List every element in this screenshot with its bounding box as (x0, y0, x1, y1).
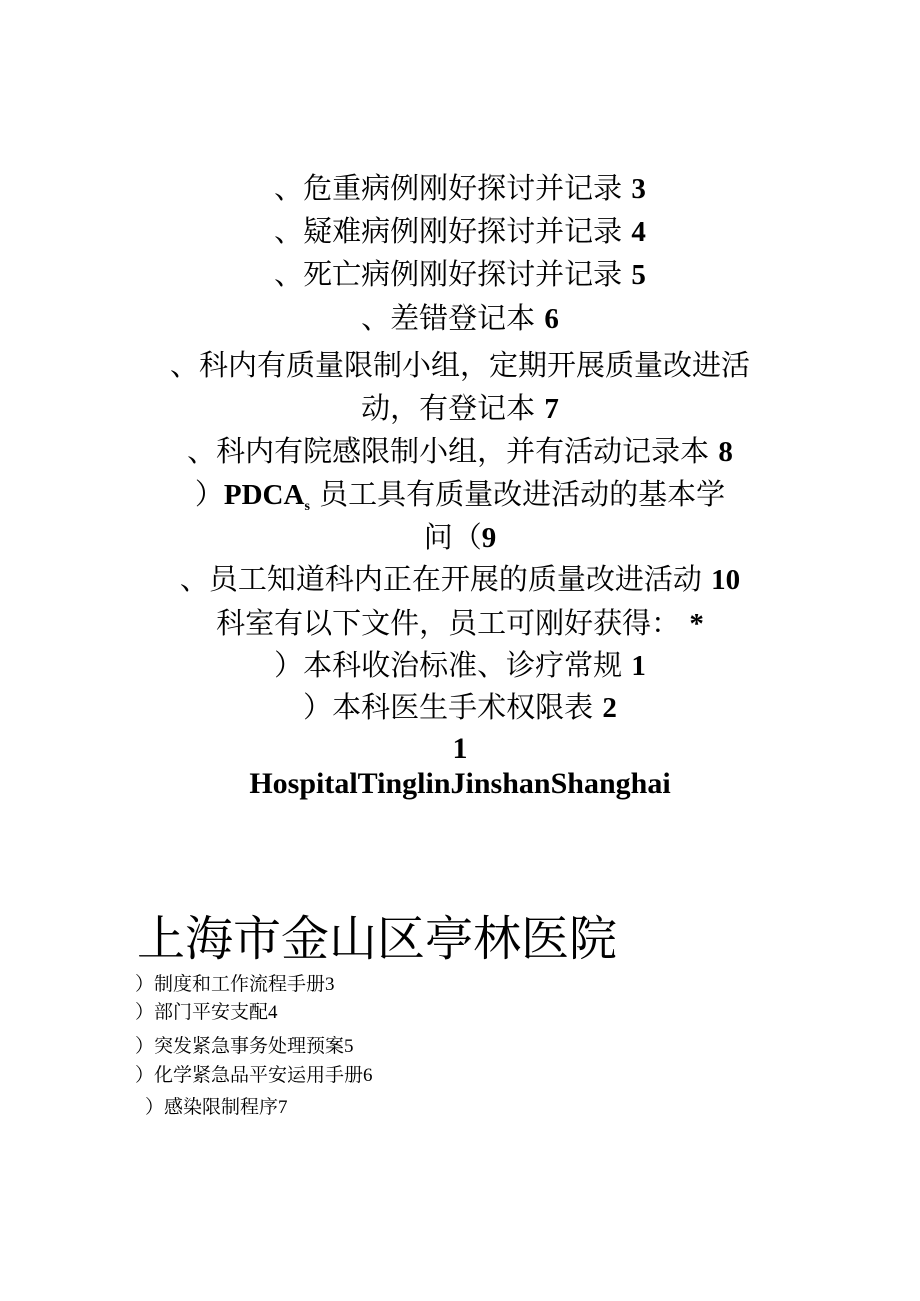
line-text: 、危重病例刚好探讨并记录 (274, 171, 623, 205)
list-line-quality-group-cont (0, 386, 920, 427)
doc-list-item-label: ）突发紧急事务处理预案 (135, 1035, 345, 1057)
line-number: 6 (544, 303, 559, 335)
doc-list-item-number: 3 (325, 974, 335, 995)
doc-list-item-number: 6 (363, 1065, 373, 1086)
page-number: 1 (452, 732, 468, 765)
line-text: ）本科收治标准、诊疗常规 (274, 648, 623, 682)
line-number: 3 (631, 173, 646, 205)
line-text: 、员工知道科内正在开展的质量改进活动 (179, 562, 702, 596)
pdca-subscript: s (304, 499, 310, 514)
line-number: 9 (481, 522, 497, 554)
doc-list-item-label: ）化学紧急品平安运用手册 (135, 1064, 364, 1086)
line-number: 7 (544, 393, 559, 425)
doc-list-item (135, 997, 278, 1024)
doc-list-item (135, 1031, 354, 1058)
doc-list-item-label: ）感染限制程序 (145, 1096, 279, 1118)
doc-list-item-label: ）制度和工作流程手册 (135, 973, 326, 995)
list-line-difficult-cases (0, 209, 920, 250)
line-text: 、科内有院感限制小组，并有活动记录本 (187, 434, 710, 468)
line-prefix: ） (194, 477, 224, 511)
english-hospital-name: HospitalTinglinJinshanShanghai (249, 767, 671, 800)
line-number: 2 (602, 692, 617, 724)
line-mark: * (689, 608, 704, 640)
line-number: 5 (631, 259, 646, 291)
list-line-surgical-privileges (0, 685, 920, 726)
line-text: 动，有登记本 (361, 391, 536, 425)
line-text: 、科内有质量限制小组，定期开展质量改进活 (169, 348, 750, 382)
line-text: 、死亡病例刚好探讨并记录 (274, 257, 623, 291)
line-text: 、疑难病例刚好探讨并记录 (274, 214, 623, 248)
list-line-critical-cases (0, 166, 920, 207)
list-line-error-register (0, 296, 920, 337)
list-line-ongoing-activities (0, 557, 920, 598)
doc-list-item-number: 7 (278, 1097, 288, 1118)
list-line-pdca (0, 472, 920, 515)
doc-list-item (135, 969, 335, 996)
line-text: ）本科医生手术权限表 (303, 690, 594, 724)
list-line-documents-heading (0, 601, 920, 642)
pdca-label: PDCA (223, 479, 305, 511)
list-line-death-cases (0, 252, 920, 293)
list-line-quality-group (0, 343, 920, 384)
list-line-admission-standards (0, 643, 920, 684)
doc-list-item (145, 1092, 288, 1119)
list-line-pdca-cont (0, 515, 920, 556)
list-line-infection-group (0, 429, 920, 470)
line-text: 科室有以下文件，员工可刚好获得： (216, 606, 681, 640)
hospital-name-heading: 上海市金山区亭林医院 (137, 911, 618, 967)
doc-list-item-number: 4 (268, 1002, 278, 1023)
doc-list-item (135, 1060, 373, 1087)
line-text: 员工具有质量改进活动的基本学 (319, 477, 726, 511)
doc-list-item-number: 5 (344, 1036, 354, 1057)
line-number: 1 (631, 650, 646, 682)
line-text: 问（ (423, 520, 482, 554)
line-text: 、差错登记本 (361, 301, 536, 335)
line-number: 10 (711, 564, 741, 596)
line-number: 4 (631, 216, 646, 248)
doc-list-item-label: ）部门平安支配 (135, 1001, 269, 1023)
line-number: 8 (718, 436, 733, 468)
